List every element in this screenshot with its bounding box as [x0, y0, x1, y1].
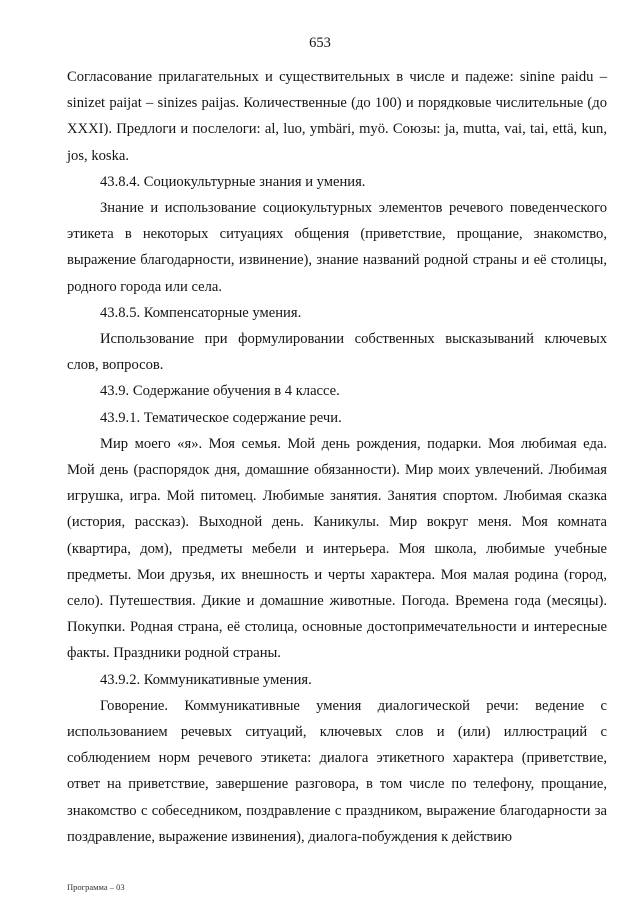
section-heading-43-9-1: 43.9.1. Тематическое содержание речи.	[100, 409, 342, 426]
section-heading-43-9: 43.9. Содержание обучения в 4 классе.	[100, 383, 340, 400]
section-heading-43-8-4: 43.8.4. Социокультурные знания и умения.	[100, 173, 366, 190]
topics-paragraph: Мир моего «я». Моя семья. Мой день рождения, подарки. Моя любимая еда. Мой день (распорядок дня, домашние обязанности). Мир моих увлечений. Любимая игрушка, игра. Мой питомец. Любимые занятия. Занятия спортом. Любимая сказка (история, рассказ). Выходной день. Каникулы. Мир вокруг меня. Моя комната (квартира, дом), предметы мебели и интерьера. Моя школа, любимые учебные предметы. Мои друзья, их внешность и черты характера. Моя малая родина (город, село). Путешествия. Дикие и домашние животные. Погода. Времена года (месяцы). Покупки. Родная страна, её столица, основные достопримечательности и интересные факты. Праздники родной страны.	[67, 435, 607, 662]
page-footer: Программа – 03	[67, 882, 125, 892]
speaking-paragraph: Говорение. Коммуникативные умения диалогической речи: ведение с использованием речевых ситуаций, ключевых слов и (или) иллюстраций с соблюдением норм речевого этикета: диалога этикетного характера (приветствие, ответ на приветствие, завершение разговора, в том числе по телефону, прощание, знакомство с собеседником, поздравление с праздником, выражение благодарности за поздравление, выражение извинения), диалога-побуждения к действию	[67, 697, 607, 845]
section-heading-43-8-5: 43.8.5. Компенсаторные умения.	[100, 304, 302, 321]
compensatory-paragraph: Использование при формулировании собственных высказываний ключевых слов, вопросов.	[67, 331, 607, 374]
section-heading-43-9-2: 43.9.2. Коммуникативные умения.	[100, 671, 312, 688]
page-number: 653	[309, 35, 331, 51]
grammar-paragraph: Согласование прилагательных и существительных в числе и падеже: sinine paidu – sinizet paijat – sinizes paijas. Количественные (до 100) и порядковые числительные (до XXXI). Предлоги и послелоги: al, luo, ymbäri, myö. Союзы: ja, mutta, vai, tai, että, kun, jos, koska.	[67, 69, 607, 164]
body-text	[67, 64, 607, 850]
sociocultural-paragraph: Знание и использование социокультурных элементов речевого поведенческого этикета в некоторых ситуациях общения (приветствие, прощание, знакомство, выражение благодарности, извинение), знание названий родной страны и её столицы, родного города или села.	[67, 200, 607, 295]
